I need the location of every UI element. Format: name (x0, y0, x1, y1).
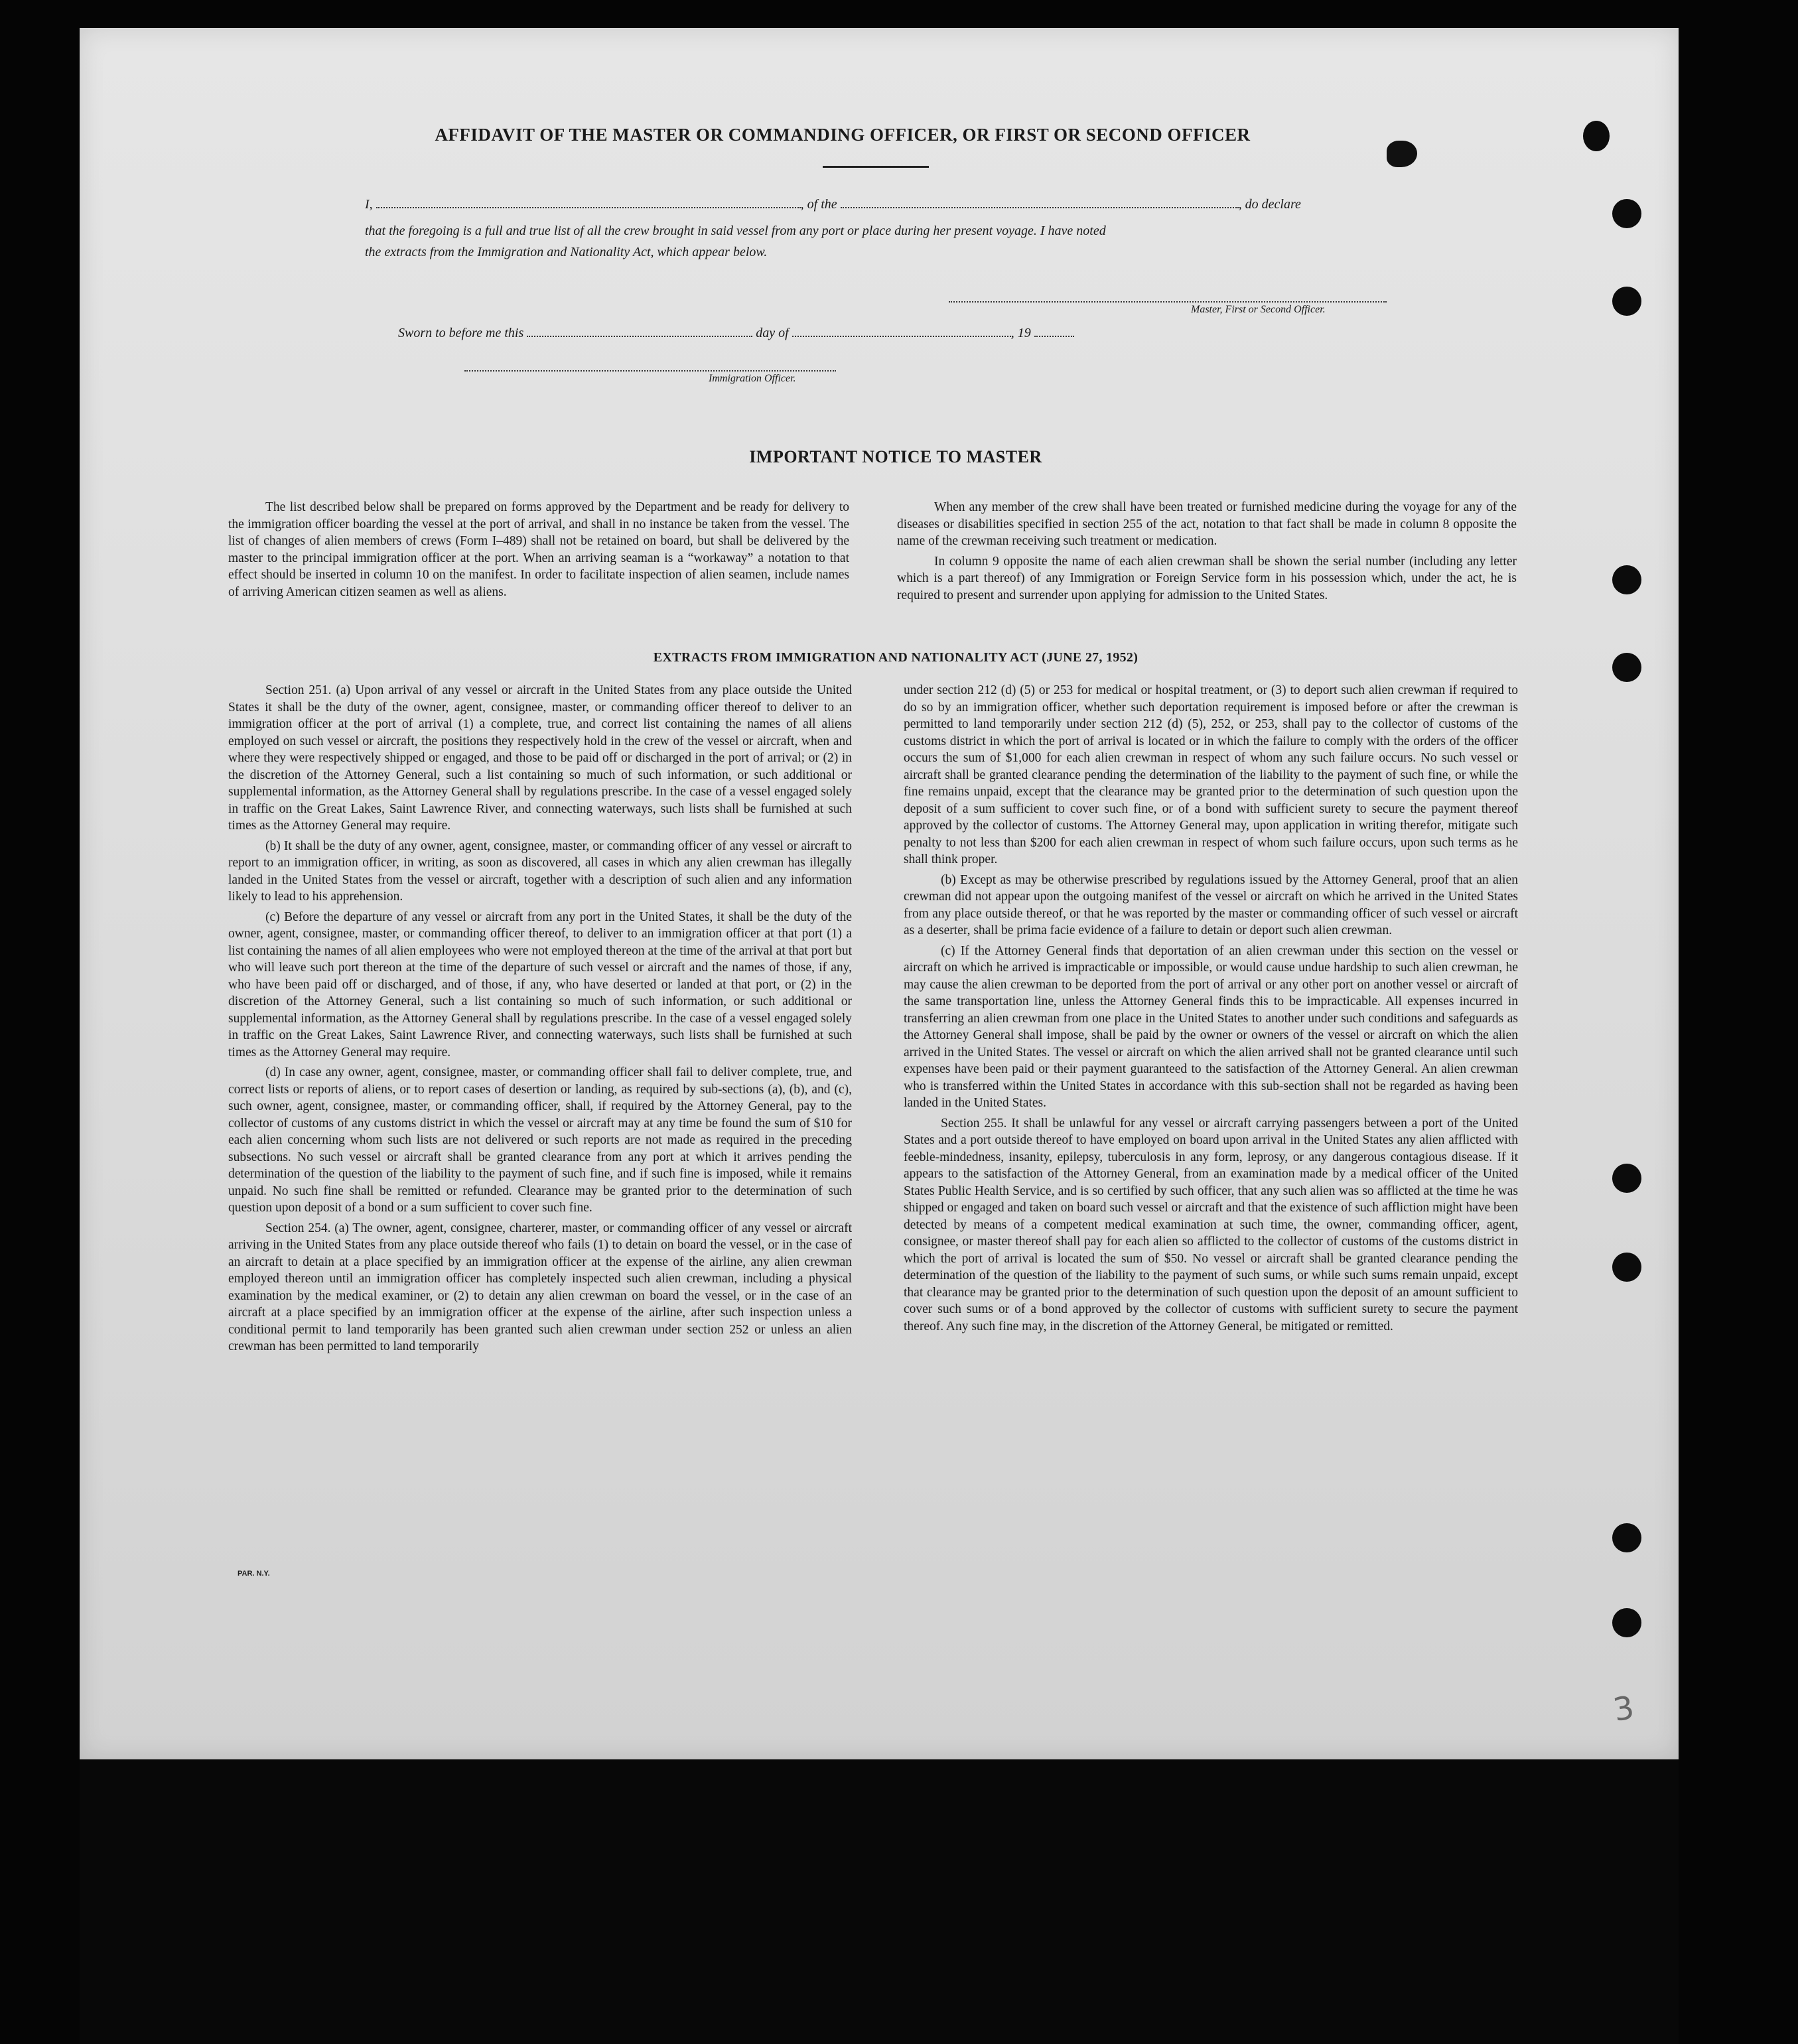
month-field[interactable] (792, 326, 1011, 337)
notice-title: IMPORTANT NOTICE TO MASTER (749, 447, 1042, 466)
officer-signature-line[interactable] (464, 370, 836, 372)
section-251c: (c) Before the departure of any vessel or aircraft from any port in the United States, it shall be the duty of the owner, agent, consignee, master, or commanding officer thereof, to deliver to an immigration officer at that port (1) a list containing the names of all alien employees who were not employed thereon at the time of the arrival at that port but who will leave such port thereon at the time of the departure of such vessel or aircraft and the names of those, if any, who have been paid off or discharged, and of those, if any, who have deserted or landed at that port, or (2) in the discretion of the Attorney General, such a list containing so much of such information, or such additional or supplemental information, as the Attorney General shall by regulations prescribe. In the case of a vessel engaged solely in traffic on the Great Lakes, Saint Lawrence River, and connecting waterways, such lists shall be furnished at such times as the Attorney General may require. (228, 910, 852, 1059)
handwritten-page-number: 3 (1610, 1688, 1637, 1730)
notice-left-column (228, 499, 849, 604)
extracts-right-column (904, 682, 1518, 1338)
punch-hole (1612, 1164, 1641, 1193)
declaration-i: I, (365, 197, 373, 212)
extracts-left-column (228, 682, 852, 1359)
film-margin (80, 1759, 1679, 2044)
year-field[interactable] (1034, 326, 1074, 337)
section-251a: Section 251. (a) Upon arrival of any vessel or aircraft in the United States from any place outside the United States it shall be the duty of the owner, agent, consignee, master, or commanding officer thereof to deliver to an immigration officer at the port of arrival (1) a complete, true, and correct list containing the names of all aliens employed on such vessel or aircraft, the positions they respectively hold in the crew of the vessel or aircraft, when and where they were respectively shipped or engaged, and those to be paid off or discharged in the port of arrival; or (2) in the discretion of the Attorney General, such a list containing so much of such information, or such additional or supplemental information, as the Attorney General shall by regulations prescribe. In the case of a vessel engaged solely in traffic on the Great Lakes, Saint Lawrence River, and connecting waterways, such lists shall be furnished at such times as the Attorney General may require. (228, 683, 852, 833)
title-underline (823, 166, 929, 168)
declaration-of-the: , of the (800, 197, 837, 212)
notice-paragraph: The list described below shall be prepared on forms approved by the Department and be ready for delivery to the immigration officer boarding the vessel at the port of arrival, and shall in no instance be taken from the vessel. The list of changes of alien members of crews (Form I–489) shall not be retained on board, but shall be delivered by the master to the principal immigration officer at the port. When an arriving seaman is a “workaway” a notation to that effect should be inserted in column 10 on the manifest. In order to facilitate inspection of alien seamen, include names of arriving American citizen seamen as well as aliens. (228, 500, 849, 599)
punch-hole (1612, 199, 1641, 228)
section-254b: (b) Except as may be otherwise prescribed by regulations issued by the Attorney General, proof that an alien crewman did not appear upon the outgoing manifest of the vessel or aircraft on which he arrived in the United States from any place outside thereof, or that he was reported by the master or commanding officer of such vessel or aircraft as a deserter, shall be prima facie evidence of a failure to detain or deport such alien crewman. (904, 872, 1518, 937)
punch-hole (1612, 1608, 1641, 1637)
section-254a-continued: under section 212 (d) (5) or 253 for medical or hospital treatment, or (3) to deport such alien crewman if required to do so by an immigration officer, whether such deportation requirement is imposed before or after the crewman is permitted to land temporarily under section 212 (d) (5), 252, or 253, shall pay to the collector of customs of the customs district in which the port of arrival is located or in which the failure to comply with the orders of the officer occurs the sum of $1,000 for each alien crewman in respect of whom any such failure occurs. No such vessel or aircraft shall be granted clearance pending the determination of the liability to the payment of such fine, or while the fine remains unpaid, except that the clearance may be granted prior to the determination of such question upon the deposit of a sum sufficient to cover such fine, or of a bond with sufficient surety to secure the payment thereof approved by the collector of customs. The Attorney General may, upon application in writing therefor, mitigate such penalty to not less than $200 for each alien crewman in respect of whom such failure occurs, upon such terms as he shall think proper. (904, 683, 1518, 866)
punch-hole (1612, 1253, 1641, 1282)
section-254a: Section 254. (a) The owner, agent, consignee, charterer, master, or commanding officer of any vessel or aircraft arriving in the United States from any place outside thereof who fails (1) to detain on board the vessel, or in the case of an aircraft to detain at a place specified by an immigration officer at the expense of the airline, any alien crewman employed thereon until an immigration officer has completely inspected such alien crewman, including a physical examination by the medical examiner, or (2) to detain any alien crewman on board the vessel, or in the case of an aircraft at a place specified by an immigration officer at the expense of the airline, after such inspection unless a conditional permit to land temporarily has been granted such alien crewman under section 252 or unless an alien crewman has been permitted to land temporarily (228, 1221, 852, 1353)
punch-hole (1612, 287, 1641, 316)
sworn-text: Sworn to before me this (398, 326, 524, 340)
officer-caption: Immigration Officer. (709, 373, 796, 384)
section-254c: (c) If the Attorney General finds that deportation of an alien crewman under this section on the vessel or aircraft on which he arrived is impracticable or impossible, or would cause undue hardship to such alien crewman, he may cause the alien crewman to be deported from the port of arrival or any other port on another vessel or aircraft of the same transportation line, unless the Attorney General finds this to be impracticable. All expenses incurred in transferring an alien crewman from one place in the United States to another under such conditions and safeguards as the Attorney General shall impose, shall be paid by the owner or owners of the vessel or aircraft on which the alien arrived in the United States. The vessel or aircraft on which the alien arrived shall not be granted clearance until such expenses have been paid or their payment guaranteed to the satisfaction of the Attorney General. An alien crewman who is transferred within the United States in accordance with this sub-section shall not be regarded as having been landed in the United States. (904, 943, 1518, 1110)
punch-hole (1612, 1523, 1641, 1552)
notice-paragraph: When any member of the crew shall have been treated or furnished medicine during the voyage for any of the diseases or disabilities specified in section 255 of the act, notation to that fact shall be made in column 8 opposite the name of the crewman receiving such treatment or medication. (897, 500, 1517, 548)
section-251b: (b) It shall be the duty of any owner, agent, consignee, master, or commanding officer of any vessel or aircraft to report to an immigration officer, in writing, as soon as discovered, all cases in which any alien crewman has illegally landed in the United States from the vessel or aircraft, together with a description of such alien and any information likely to lead to his apprehension. (228, 839, 852, 904)
section-251d: (d) In case any owner, agent, consignee, master, or commanding officer shall fail to deliver complete, true, and correct lists or reports of aliens, or to report cases of desertion or landing, as required by sub-sections (a), (b), and (c), such owner, agent, consignee, master, or commanding officer, shall, if required by the Attorney General, pay to the collector of customs of any customs district in which the vessel or aircraft may at any time be found the sum of $10 for each alien concerning whom such lists are not delivered or such reports are not made as required in the preceding subsections. No such vessel or aircraft shall be granted clearance from any port at which it arrives pending the determination of the question of the liability to the payment of such fine, and if such fine is imposed, while it remains unpaid. No such fine shall be remitted or refunded. Clearance may be granted prior to the determination of such question upon deposit of a bond or a sum sufficient to cover such fine. (228, 1065, 852, 1215)
vessel-field[interactable] (841, 198, 1239, 208)
punch-hole (1612, 565, 1641, 594)
name-field[interactable] (376, 198, 801, 208)
section-255: Section 255. It shall be unlawful for any vessel or aircraft carrying passengers between a port of the United States and a port outside thereof to have employed on board upon arrival in the United States any alien afflicted with feeble-mindedness, insanity, epilepsy, tuberculosis in any form, leprosy, or any dangerous contagious disease. If it appears to the satisfaction of the Attorney General, from an examination made by a medical officer of the United States Public Health Service, and is so certified by such officer, that any such alien was so afflicted at the time he was shipped or engaged and taken on board such vessel or aircraft and that the existence of such affliction might have been detected by means of a competent medical examination at such time, the owner, commanding officer, agent, consignee, or master thereof shall pay for each alien so afflicted to the collector of customs of the customs district in which the port of arrival is located the sum of $50. No vessel or aircraft shall be granted clearance pending the determination of the question of the liability to the payment of such sums, or while such sums remain unpaid, except that clearance may be granted prior to the determination of such question upon the deposit of an amount sufficient to cover such sums or of a bond approved by the collector of customs with sufficient surety to secure the payment thereof. Any such fine may, in the discretion of the Attorney General, be mitigated or remitted. (904, 1116, 1518, 1333)
declaration-line-2: that the foregoing is a full and true list of all the crew brought in said vessel from any port or place during her present voyage. I have noted (365, 224, 1106, 238)
punch-hole (1583, 121, 1610, 151)
sworn-date-field[interactable] (527, 326, 752, 337)
sworn-line (398, 322, 1194, 344)
extracts-title: EXTRACTS FROM IMMIGRATION AND NATIONALITY ACT (JUNE 27, 1952) (653, 650, 1139, 665)
punch-hole (1612, 653, 1641, 682)
year-prefix: , 19 (1010, 326, 1031, 340)
declaration-declare: , do declare (1238, 197, 1301, 212)
declaration-line-1 (365, 194, 1387, 215)
declaration-line-3: the extracts from the Immigration and Nationality Act, which appear below. (365, 245, 768, 259)
master-caption: Master, First or Second Officer. (1191, 304, 1326, 315)
master-signature-line[interactable] (949, 301, 1387, 303)
day-of-text: day of (756, 326, 789, 340)
notice-right-column (897, 499, 1517, 607)
notice-paragraph: In column 9 opposite the name of each alien crewman shall be shown the serial number (including any letter which is a part thereof) of any Immigration or Foreign Service form in his possession which, under the act, he is required to present and surrender upon applying for admission to the United States. (897, 554, 1517, 602)
affidavit-title: AFFIDAVIT OF THE MASTER OR COMMANDING OFFICER, OR FIRST OR SECOND OFFICER (435, 125, 1251, 145)
printer-mark: PAR. N.Y. (238, 1570, 270, 1578)
